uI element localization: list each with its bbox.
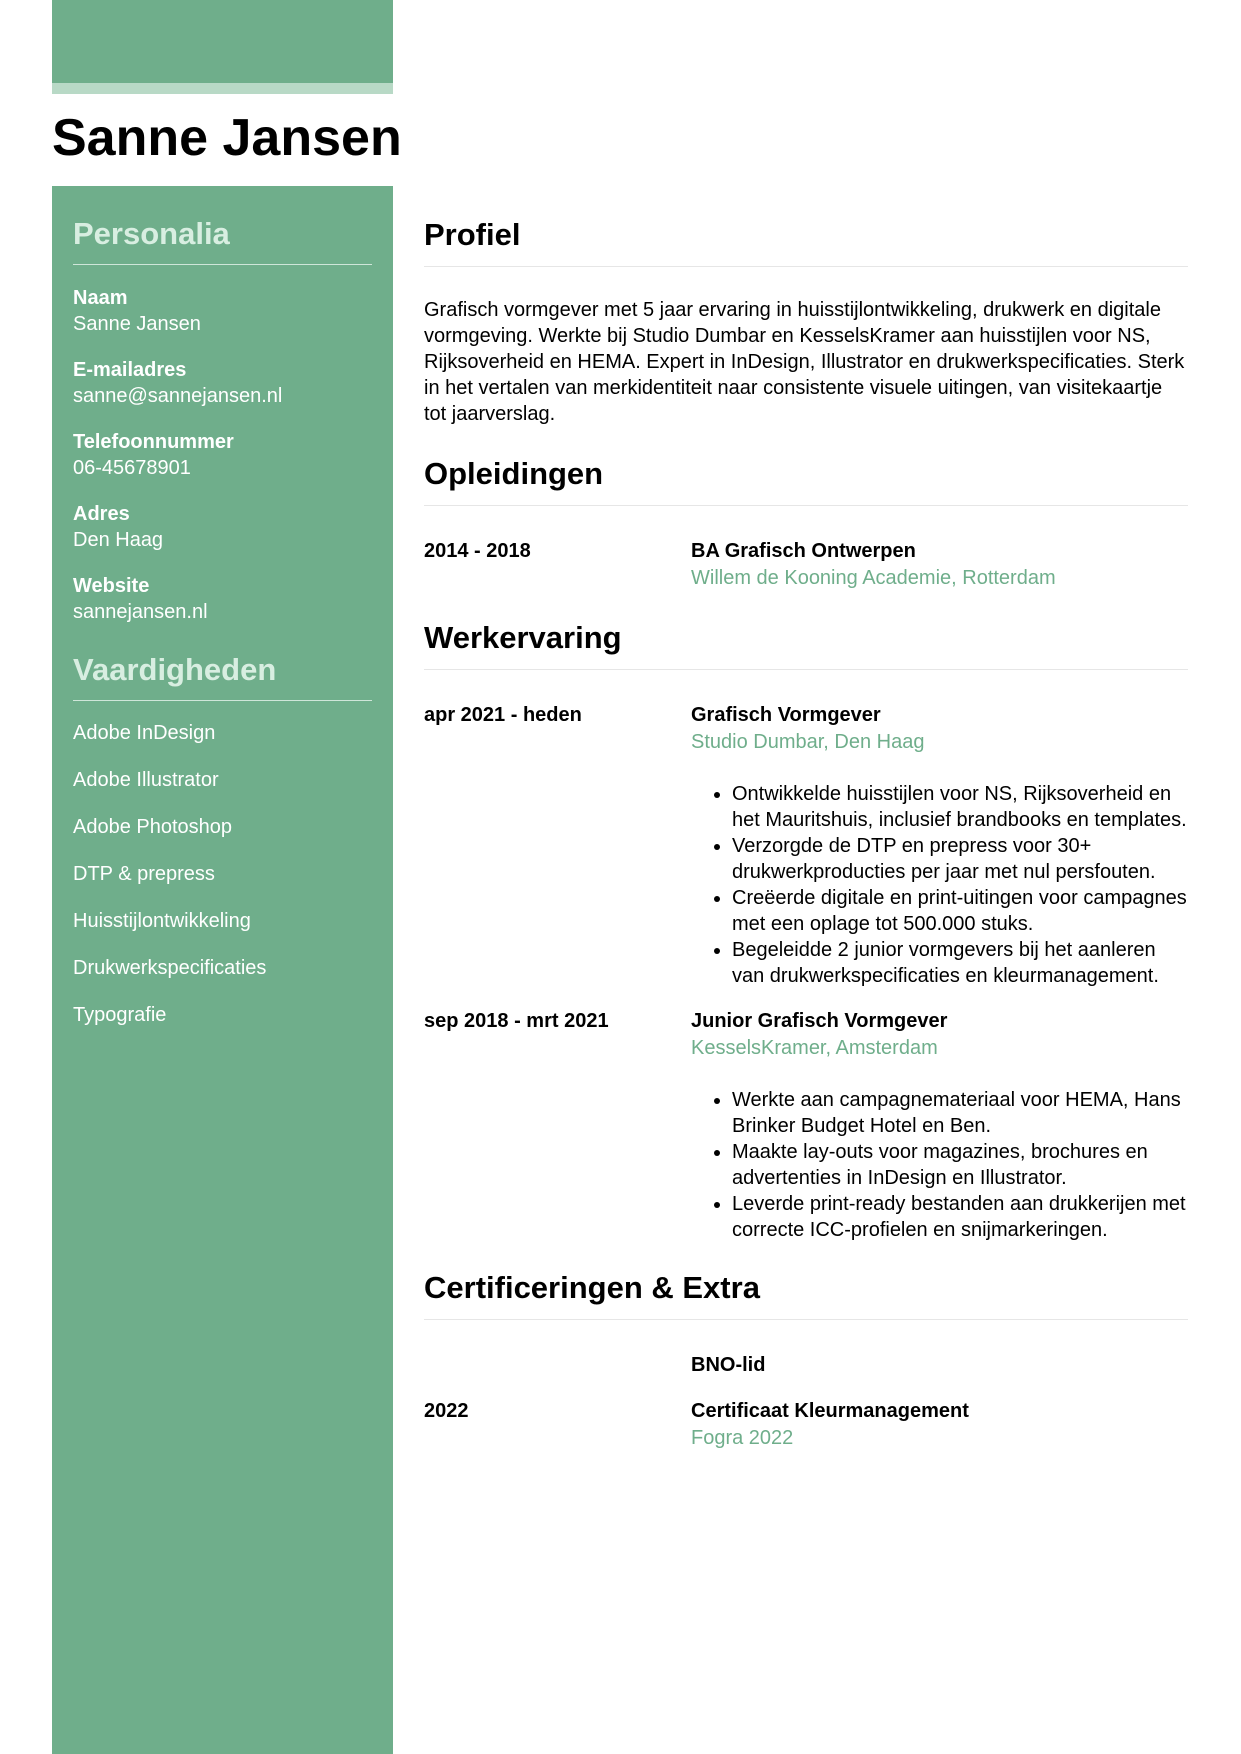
profile-heading: Profiel: [424, 216, 1188, 267]
website-link[interactable]: sannejansen.nl: [73, 601, 208, 623]
entry-subtitle: KesselsKramer, Amsterdam: [691, 1037, 938, 1059]
entry-details: [691, 1398, 1188, 1452]
experience-entry: [424, 1008, 1188, 1243]
education-entry: [424, 538, 1188, 592]
experience-entry: [424, 702, 1188, 989]
bullet-item: • Werkte aan campagnemateriaal voor HEMA, Hans Brinker Budget Hotel en Ben.: [732, 1087, 1188, 1139]
personal-heading: Personalia: [73, 215, 372, 265]
entry-details: [691, 538, 1188, 592]
entry-title: BNO-lid: [691, 1354, 766, 1376]
entry-details: [691, 1352, 1188, 1379]
certifications-list: [424, 1352, 1188, 1452]
entry-title: BA Grafisch Ontwerpen: [691, 540, 916, 562]
personal-value: Sanne Jansen: [73, 313, 201, 335]
entry-date: 2022: [424, 1400, 469, 1422]
entry-bullets: [691, 1087, 1188, 1243]
personal-label: E-mailadres: [73, 359, 187, 381]
personal-item-email: [73, 357, 372, 409]
main-content: [424, 186, 1188, 1452]
header-accent-stripe: [52, 83, 393, 94]
certification-entry: [424, 1398, 1188, 1452]
skill-item: Adobe InDesign: [73, 722, 216, 744]
skill-item: Adobe Photoshop: [73, 816, 233, 838]
bullet-item: • Creëerde digitale en print-uitingen voor campagnes met een oplage tot 500.000 stuks.: [732, 885, 1188, 937]
skill-item: Huisstijlontwikkeling: [73, 910, 251, 932]
personal-label: Telefoonnummer: [73, 431, 234, 453]
entry-title: Junior Grafisch Vormgever: [691, 1010, 948, 1032]
bullet-item: • Verzorgde de DTP en prepress voor 30+ drukwerkproducties per jaar met nul persfouten.: [732, 833, 1188, 885]
bullet-item: • Begeleidde 2 junior vormgevers bij het aanleren van drukwerkspecificaties en kleurmanagement.: [732, 937, 1188, 989]
skills-heading: Vaardigheden: [73, 651, 372, 701]
entry-subtitle: Willem de Kooning Academie, Rotterdam: [691, 567, 1056, 589]
candidate-name: Sanne Jansen: [52, 109, 402, 167]
entry-date: apr 2021 - heden: [424, 704, 582, 726]
entry-details: [691, 1008, 1188, 1243]
education-list: [424, 538, 1188, 592]
entry-title: Grafisch Vormgever: [691, 704, 881, 726]
skill-item: Adobe Illustrator: [73, 769, 219, 791]
entry-date: 2014 - 2018: [424, 540, 531, 562]
personal-item-address: [73, 501, 372, 553]
personal-value: Den Haag: [73, 529, 164, 551]
sidebar: [52, 186, 393, 1754]
certification-entry: [424, 1352, 1188, 1379]
personal-item-name: [73, 285, 372, 337]
entry-date: sep 2018 - mrt 2021: [424, 1010, 609, 1032]
entry-date: [424, 1352, 691, 1379]
bullet-item: • Ontwikkelde huisstijlen voor NS, Rijksoverheid en het Mauritshuis, inclusief brandbooks en templates.: [732, 781, 1188, 833]
personal-label: Naam: [73, 287, 128, 309]
header-accent-band: [52, 0, 393, 83]
personal-item-website: [73, 573, 372, 625]
entry-details: [691, 702, 1188, 989]
certifications-heading: Certificeringen & Extra: [424, 1269, 1188, 1320]
education-heading: Opleidingen: [424, 455, 1188, 506]
entry-title: Certificaat Kleurmanagement: [691, 1400, 969, 1422]
experience-list: [424, 702, 1188, 1243]
skill-item: DTP & prepress: [73, 863, 215, 885]
experience-heading: Werkervaring: [424, 619, 1188, 670]
personal-item-phone: [73, 429, 372, 481]
entry-subtitle: Studio Dumbar, Den Haag: [691, 731, 925, 753]
entry-subtitle: Fogra 2022: [691, 1427, 794, 1449]
personal-label: Adres: [73, 503, 130, 525]
personal-label: Website: [73, 575, 150, 597]
profile-text: Grafisch vormgever met 5 jaar ervaring in huisstijlontwikkeling, drukwerk en digitale vormgeving. Werkte bij Studio Dumbar en KesselsKramer aan huisstijlen voor NS, Rijksoverheid en HEMA. Expert in InDesign, Illustrator en drukwerkspecificaties. Sterk in het vertalen van merkidentiteit naar consistente visuele uitingen, van visitekaartje tot jaarverslag.: [424, 299, 1185, 425]
personal-details: [73, 285, 372, 625]
skill-item: Typografie: [73, 1004, 167, 1026]
personal-value: 06-45678901: [73, 457, 191, 479]
email-link[interactable]: sanne@sannejansen.nl: [73, 385, 283, 407]
skill-item: Drukwerkspecificaties: [73, 957, 267, 979]
entry-bullets: [691, 781, 1188, 989]
skills-list: [73, 720, 372, 1028]
bullet-item: • Leverde print-ready bestanden aan drukkerijen met correcte ICC-profielen en snijmarkeringen.: [732, 1191, 1188, 1243]
bullet-item: • Maakte lay-outs voor magazines, brochures en advertenties in InDesign en Illustrator.: [732, 1139, 1188, 1191]
